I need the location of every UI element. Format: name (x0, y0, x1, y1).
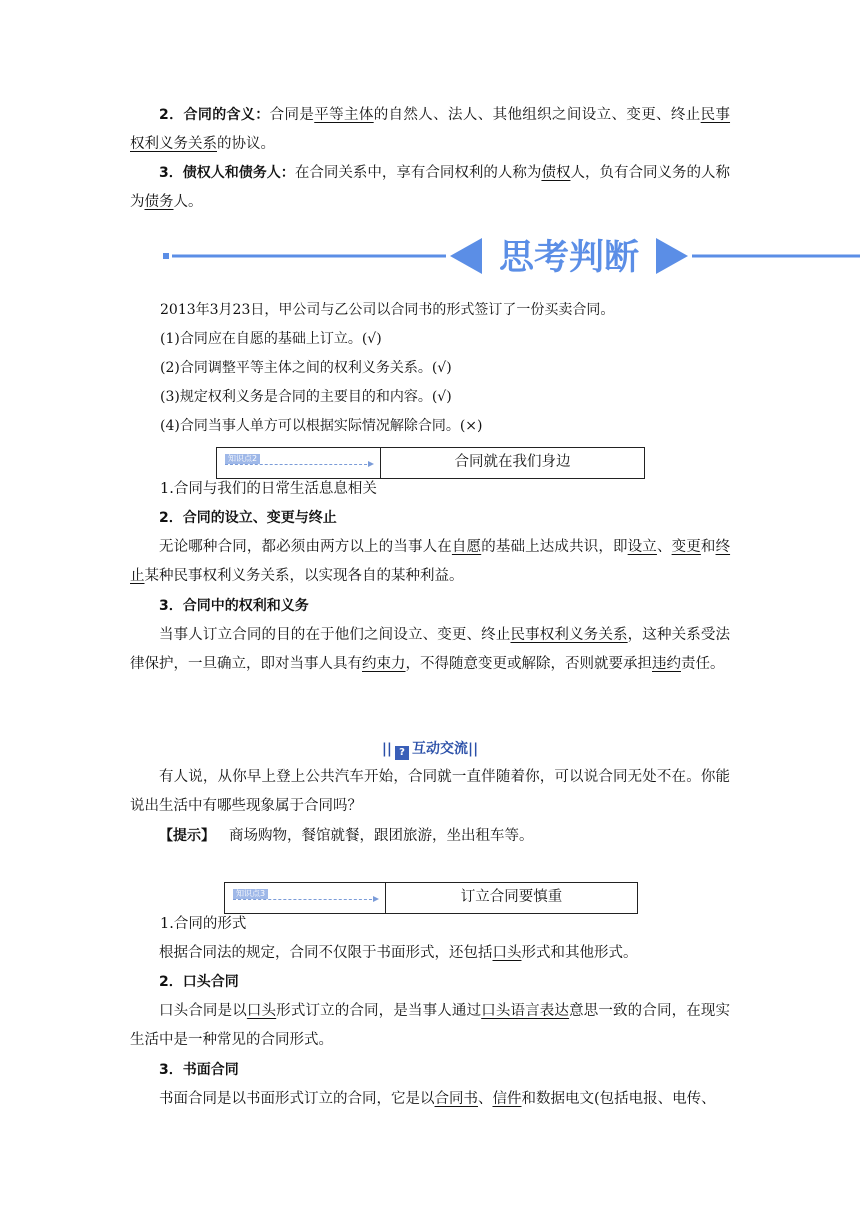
interactive-exchange-heading: || ? 互动交流|| (381, 741, 479, 758)
answer-blank: 民事权利义务关系 (510, 627, 628, 643)
exchange-question: 有人说，从你早上登上公共汽车开始，合同就一直伴随着你，可以说合同无处不在。你能说出生活中有哪些现象属于合同吗？ (130, 769, 730, 814)
answer-blank: 变更 (671, 539, 701, 555)
item-number: 2． (159, 107, 184, 123)
answer-blank: 口头 (492, 945, 522, 961)
dashed-arrow-icon (225, 464, 372, 465)
kp3-heading-1: 1.合同的形式 (160, 916, 247, 932)
kp2-heading-3: 3．合同中的权利和义务 (159, 598, 309, 614)
answer-blank: 口头语言表达 (481, 1003, 570, 1019)
kp3-heading-3: 3．书面合同 (159, 1062, 239, 1078)
term-label: 合同的含义： (183, 107, 270, 123)
answer-blank: 债权 (541, 165, 571, 181)
kp2-paragraph-2: 无论哪种合同，都必须由两方以上的当事人在自愿的基础上达成共识，即设立、变更和终止某种民事权利义务关系，以实现各自的某种利益。 (130, 539, 731, 584)
judge-intro: 2013年3月23日，甲公司与乙公司以合同书的形式签订了一份买卖合同。 (160, 302, 615, 318)
knowledge-point-title: 合同就在我们身边 (454, 454, 571, 470)
answer-blank: 信件 (492, 1091, 522, 1107)
kp3-paragraph-1: 根据合同法的规定，合同不仅限于书面形式，还包括口头形式和其他形式。 (159, 945, 638, 961)
question-mark-icon: ? (395, 746, 409, 760)
hint-label: 【提示】 (159, 828, 215, 844)
contract-definition-paragraph: 2．合同的含义：合同是平等主体的自然人、法人、其他组织之间设立、变更、终止民事权利义务关系的协议。 (130, 107, 731, 152)
kp2-heading-1: 1.合同与我们的日常生活息息相关 (160, 481, 377, 497)
answer-blank: 设立 (627, 539, 657, 555)
section-banner (0, 232, 860, 278)
kp2-paragraph-3: 当事人订立合同的目的在于他们之间设立、变更、终止民事权利义务关系，这种关系受法律保护，一旦确立，即对当事人具有约束力，不得随意变更或解除，否则就要承担违约责任。 (130, 627, 731, 672)
answer-blank: 民事权利义务关系 (130, 107, 731, 152)
kp3-paragraph-3: 书面合同是以书面形式订立的合同，它是以合同书、信件和数据电文(包括电报、电传、 (159, 1091, 716, 1107)
answer-blank: 平等主体 (314, 107, 374, 123)
knowledge-point-title: 订立合同要慎重 (460, 889, 563, 905)
kp3-heading-2: 2．口头合同 (159, 974, 239, 990)
judge-item-4: (4)合同当事人单方可以根据实际情况解除合同。(×) (160, 418, 483, 434)
judge-item-3: (3)规定权利义务是合同的主要目的和内容。(√) (160, 389, 452, 405)
term-label: 债权人和债务人： (182, 165, 295, 181)
banner-left-arrow-icon (450, 238, 482, 274)
knowledge-point-tag-cell (217, 448, 381, 478)
dashed-arrow-icon (233, 899, 377, 900)
answer-blank: 自愿 (451, 539, 482, 555)
kp2-heading-2: 2．合同的设立、变更与终止 (159, 510, 337, 526)
answer-blank: 违约 (652, 656, 681, 672)
judge-item-2: (2)合同调整平等主体之间的权利义务关系。(√) (160, 360, 452, 376)
knowledge-point-tag: 知识点3 (233, 889, 268, 899)
knowledge-point-tag: 知识点2 (225, 454, 260, 464)
exchange-hint: 【提示】 商场购物，餐馆就餐，跟团旅游，坐出租车等。 (159, 828, 534, 844)
creditor-debtor-paragraph: 3．债权人和债务人：在合同关系中，享有合同权利的人称为债权人，负有合同义务的人称为债务人。 (130, 165, 731, 210)
kp3-paragraph-2: 口头合同是以口头形式订立的合同，是当事人通过口头语言表达意思一致的合同，在现实生活中是一种常见的合同形式。 (130, 1003, 731, 1048)
answer-blank: 债务 (144, 194, 174, 210)
banner-title: 思考判断 (498, 238, 640, 278)
answer-blank: 终止 (130, 539, 731, 584)
judge-item-1: (1)合同应在自愿的基础上订立。(√) (160, 331, 382, 347)
answer-blank: 口头 (246, 1003, 277, 1019)
item-number: 3． (159, 165, 183, 181)
knowledge-point-tag-cell (225, 883, 386, 913)
banner-right-arrow-icon (656, 238, 688, 274)
banner-square-icon (163, 253, 169, 259)
answer-blank: 约束力 (362, 656, 406, 672)
answer-blank: 合同书 (434, 1091, 478, 1107)
